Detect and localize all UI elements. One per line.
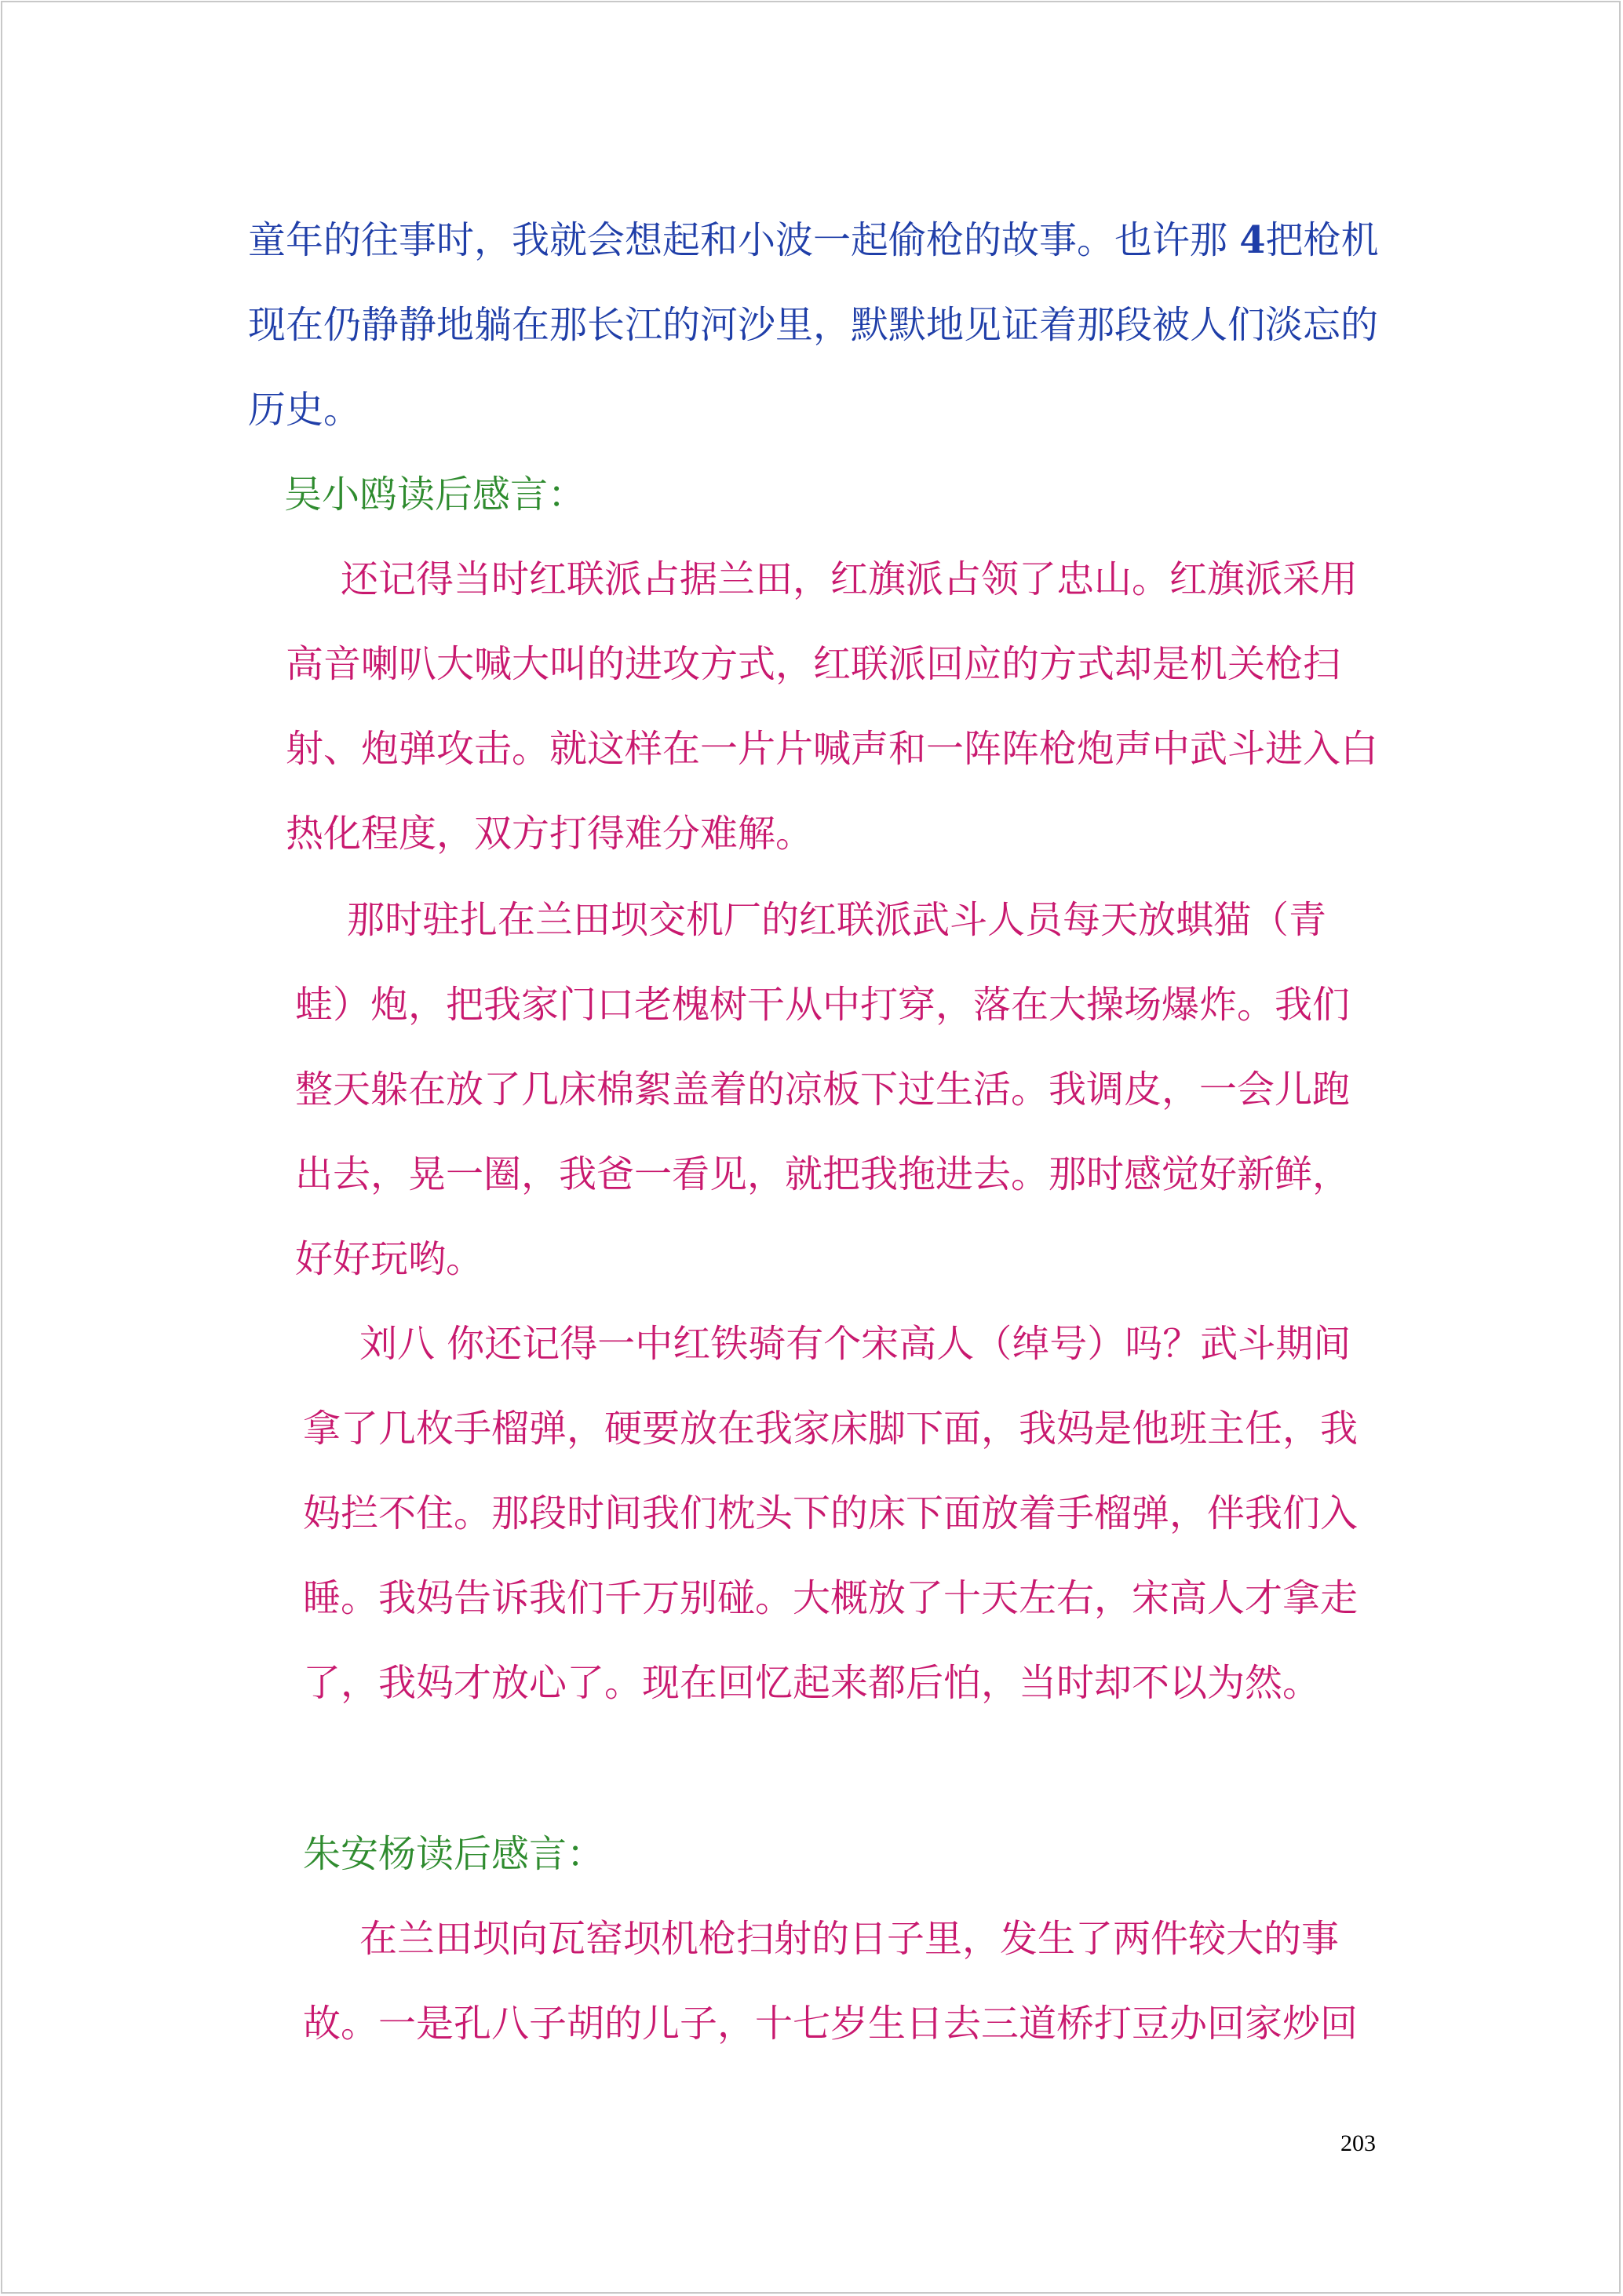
section1-p2-line-2: 蛙）炮，把我家门口老槐树干从中打穿，落在大操场爆炸。我们 — [295, 983, 1351, 1027]
intro-line-1-text-a: 童年的往事时，我就会想起和小波一起偷枪的故事。也许那 — [248, 218, 1240, 262]
section1-p2-line-1: 那时驻扎在兰田坝交机厂的红联派武斗人员每天放蜞猫（青 — [347, 898, 1327, 942]
section1-p1-line-2: 高音喇叭大喊大叫的进攻方式，红联派回应的方式却是机关枪扫 — [286, 642, 1341, 686]
section2-heading: 朱安杨读后感言： — [303, 1832, 605, 1876]
intro-line-3: 历史。 — [248, 388, 362, 432]
section1-p3-line-2: 拿了几枚手榴弹，硬要放在我家床脚下面，我妈是他班主任，我 — [303, 1407, 1359, 1451]
section1-p1-line-4: 热化程度，双方打得难分难解。 — [286, 812, 814, 856]
intro-line-1-text-b: 把枪机 — [1265, 218, 1379, 262]
intro-line-1 — [248, 217, 1379, 264]
section1-p3-line-1: 刘八 你还记得一中红铁骑有个宋高人（绰号）吗？武斗期间 — [359, 1322, 1351, 1366]
section2-p1-line-1: 在兰田坝向瓦窑坝机枪扫射的日子里，发生了两件较大的事 — [359, 1917, 1340, 1961]
section1-p2-line-3: 整天躲在放了几床棉絮盖着的凉板下过生活。我调皮，一会儿跑 — [295, 1068, 1351, 1111]
section1-heading: 吴小鸥读后感言： — [284, 473, 586, 517]
section1-p3-line-4: 睡。我妈告诉我们千万别碰。大概放了十天左右，宋高人才拿走 — [303, 1576, 1359, 1620]
section1-p2-line-4: 出去，晃一圈，我爸一看见，就把我拖进去。那时感觉好新鲜， — [295, 1152, 1351, 1196]
section1-p1-line-3: 射、炮弹攻击。就这样在一片片喊声和一阵阵枪炮声中武斗进入白 — [286, 727, 1379, 771]
intro-line-2: 现在仍静静地躺在那长江的河沙里，默默地见证着那段被人们淡忘的 — [248, 303, 1379, 347]
section1-p1-line-1: 还记得当时红联派占据兰田，红旗派占领了忠山。红旗派采用 — [341, 557, 1359, 601]
section2-p1-line-2: 故。一是孔八子胡的儿子，十七岁生日去三道桥打豆办回家炒回 — [303, 2002, 1359, 2046]
intro-line-1-number: 4 — [1239, 218, 1266, 262]
section1-p2-line-5: 好好玩哟。 — [295, 1237, 484, 1281]
page-number: 203 — [1340, 2130, 1376, 2156]
section1-p3-line-5: 了，我妈才放心了。现在回忆起来都后怕，当时却不以为然。 — [303, 1661, 1321, 1705]
section1-p3-line-3: 妈拦不住。那段时间我们枕头下的床下面放着手榴弹，伴我们入 — [303, 1491, 1359, 1535]
